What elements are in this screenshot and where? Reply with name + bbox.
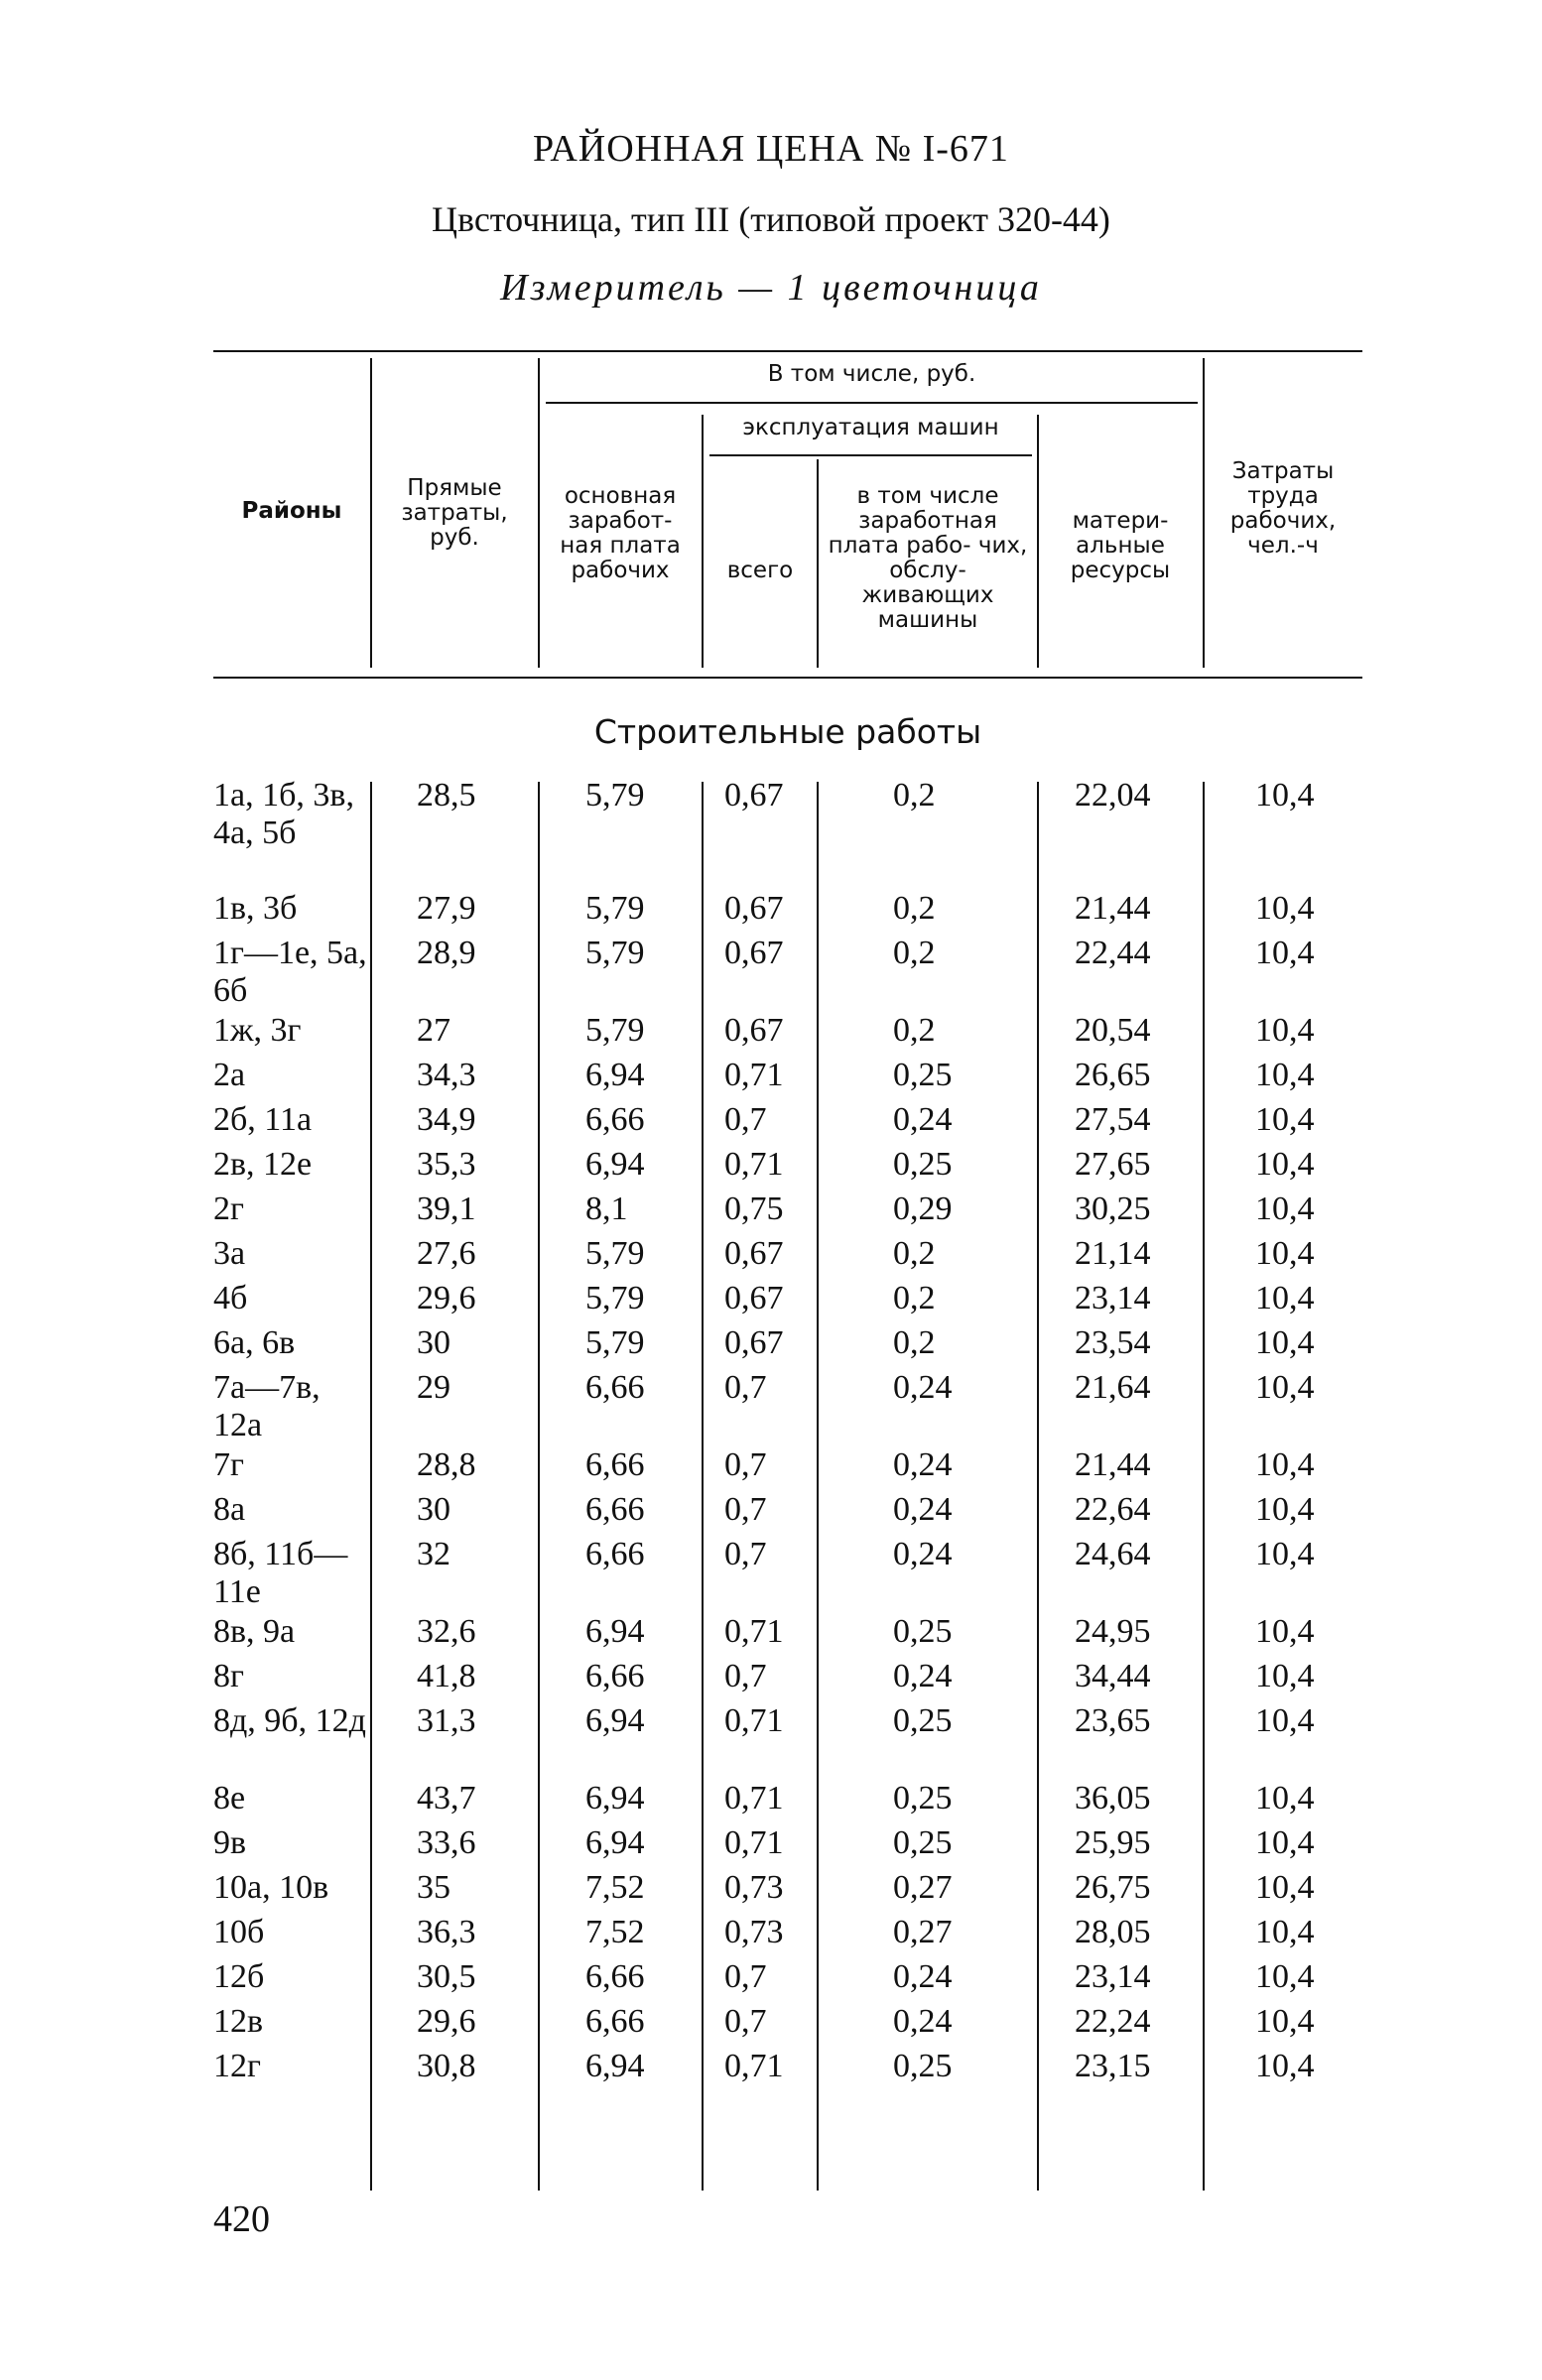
col-header-including: В том числе, руб. xyxy=(767,361,976,387)
row-machines-total: 0,67 xyxy=(724,1324,784,1361)
row-direct-cost: 35 xyxy=(417,1869,450,1906)
row-direct-cost: 36,3 xyxy=(417,1914,476,1950)
row-base-wage: 7,52 xyxy=(585,1869,645,1906)
row-region: 3а xyxy=(213,1235,246,1272)
table-body xyxy=(213,777,1362,2092)
row-region: 8б, 11б— 11е xyxy=(213,1536,348,1610)
row-direct-cost: 30,5 xyxy=(417,1958,476,1995)
row-materials: 26,65 xyxy=(1075,1057,1151,1093)
row-direct-cost: 34,3 xyxy=(417,1057,476,1093)
row-labor: 10,4 xyxy=(1255,1536,1315,1572)
row-region: 2в, 12е xyxy=(213,1146,313,1183)
row-base-wage: 5,79 xyxy=(585,1012,645,1049)
row-machines-wage: 0,2 xyxy=(893,1235,936,1272)
row-labor: 10,4 xyxy=(1255,1280,1315,1316)
row-machines-wage: 0,25 xyxy=(893,1780,953,1816)
row-materials: 25,95 xyxy=(1075,1824,1151,1861)
table-row xyxy=(213,1101,1362,1146)
row-base-wage: 6,66 xyxy=(585,1446,645,1483)
header-group-rule xyxy=(546,402,1198,404)
row-materials: 34,44 xyxy=(1075,1658,1151,1694)
table-row xyxy=(213,777,1362,890)
row-direct-cost: 41,8 xyxy=(417,1658,476,1694)
row-direct-cost: 29,6 xyxy=(417,2003,476,2040)
row-base-wage: 5,79 xyxy=(585,935,645,971)
row-labor: 10,4 xyxy=(1255,777,1315,814)
row-labor: 10,4 xyxy=(1255,2003,1315,2040)
row-direct-cost: 33,6 xyxy=(417,1824,476,1861)
row-base-wage: 6,94 xyxy=(585,1702,645,1739)
row-region: 12б xyxy=(213,1958,265,1995)
row-region: 1а, 1б, 3в, 4а, 5б xyxy=(213,777,354,851)
row-materials: 23,14 xyxy=(1075,1958,1151,1995)
table-row xyxy=(213,1057,1362,1101)
table-row xyxy=(213,1369,1362,1446)
row-machines-total: 0,71 xyxy=(724,1824,784,1861)
row-machines-wage: 0,27 xyxy=(893,1869,953,1906)
table-row xyxy=(213,935,1362,1012)
row-materials: 21,14 xyxy=(1075,1235,1151,1272)
row-machines-wage: 0,27 xyxy=(893,1914,953,1950)
row-region: 12г xyxy=(213,2048,261,2084)
row-base-wage: 5,79 xyxy=(585,890,645,927)
row-machines-wage: 0,25 xyxy=(893,1702,953,1739)
row-materials: 22,04 xyxy=(1075,777,1151,814)
row-machines-total: 0,67 xyxy=(724,1280,784,1316)
table-row xyxy=(213,1958,1362,2003)
row-region: 8в, 9а xyxy=(213,1613,296,1650)
row-direct-cost: 31,3 xyxy=(417,1702,476,1739)
row-region: 2а xyxy=(213,1057,246,1093)
row-direct-cost: 32 xyxy=(417,1536,450,1572)
row-direct-cost: 27,9 xyxy=(417,890,476,927)
row-machines-total: 0,71 xyxy=(724,1146,784,1183)
table-row xyxy=(213,1780,1362,1824)
row-region: 4б xyxy=(213,1280,248,1316)
row-machines-total: 0,71 xyxy=(724,1613,784,1650)
row-direct-cost: 43,7 xyxy=(417,1780,476,1816)
row-labor: 10,4 xyxy=(1255,1101,1315,1138)
row-machines-wage: 0,2 xyxy=(893,890,936,927)
row-machines-total: 0,7 xyxy=(724,2003,767,2040)
col-header-regions: Районы xyxy=(241,498,342,524)
header-divider xyxy=(1203,358,1205,668)
table-row xyxy=(213,1658,1362,1702)
row-labor: 10,4 xyxy=(1255,1491,1315,1528)
row-base-wage: 6,66 xyxy=(585,1101,645,1138)
row-direct-cost: 27,6 xyxy=(417,1235,476,1272)
table-row xyxy=(213,890,1362,935)
row-materials: 30,25 xyxy=(1075,1190,1151,1227)
row-materials: 21,44 xyxy=(1075,890,1151,927)
row-region: 10б xyxy=(213,1914,265,1950)
row-machines-total: 0,67 xyxy=(724,890,784,927)
row-region: 7а—7в, 12а xyxy=(213,1369,321,1443)
header-divider xyxy=(702,415,704,668)
header-divider xyxy=(1037,415,1039,668)
row-machines-wage: 0,24 xyxy=(893,2003,953,2040)
row-machines-wage: 0,29 xyxy=(893,1190,953,1227)
header-divider xyxy=(817,459,819,668)
row-machines-wage: 0,2 xyxy=(893,1012,936,1049)
row-base-wage: 6,94 xyxy=(585,1057,645,1093)
table-top-rule xyxy=(213,350,1362,352)
row-labor: 10,4 xyxy=(1255,1780,1315,1816)
row-region: 1г—1е, 5а, 6б xyxy=(213,935,367,1009)
row-base-wage: 6,66 xyxy=(585,1369,645,1406)
row-base-wage: 6,94 xyxy=(585,1780,645,1816)
row-direct-cost: 28,9 xyxy=(417,935,476,971)
row-labor: 10,4 xyxy=(1255,1824,1315,1861)
row-machines-wage: 0,24 xyxy=(893,1446,953,1483)
row-region: 1в, 3б xyxy=(213,890,298,927)
row-machines-wage: 0,24 xyxy=(893,1958,953,1995)
row-materials: 22,64 xyxy=(1075,1491,1151,1528)
row-labor: 10,4 xyxy=(1255,1369,1315,1406)
row-base-wage: 6,66 xyxy=(585,2003,645,2040)
col-header-wage: основная заработ- ная плата рабочих xyxy=(560,483,681,583)
row-direct-cost: 28,5 xyxy=(417,777,476,814)
row-materials: 27,54 xyxy=(1075,1101,1151,1138)
row-direct-cost: 32,6 xyxy=(417,1613,476,1650)
row-base-wage: 5,79 xyxy=(585,1324,645,1361)
row-machines-total: 0,7 xyxy=(724,1101,767,1138)
row-labor: 10,4 xyxy=(1255,1446,1315,1483)
row-machines-total: 0,67 xyxy=(724,1235,784,1272)
table-row xyxy=(213,2003,1362,2048)
row-machines-wage: 0,24 xyxy=(893,1101,953,1138)
row-region: 6а, 6в xyxy=(213,1324,296,1361)
table-row xyxy=(213,2048,1362,2092)
row-machines-total: 0,7 xyxy=(724,1491,767,1528)
row-base-wage: 6,94 xyxy=(585,1146,645,1183)
row-labor: 10,4 xyxy=(1255,1057,1315,1093)
row-base-wage: 6,66 xyxy=(585,1491,645,1528)
row-labor: 10,4 xyxy=(1255,1958,1315,1995)
row-materials: 23,14 xyxy=(1075,1280,1151,1316)
table-row xyxy=(213,1702,1362,1780)
row-materials: 26,75 xyxy=(1075,1869,1151,1906)
row-region: 1ж, 3г xyxy=(213,1012,302,1049)
row-direct-cost: 39,1 xyxy=(417,1190,476,1227)
row-labor: 10,4 xyxy=(1255,1658,1315,1694)
table-row xyxy=(213,1235,1362,1280)
section-title: Строительные работы xyxy=(593,712,982,751)
row-machines-wage: 0,24 xyxy=(893,1491,953,1528)
row-machines-total: 0,73 xyxy=(724,1869,784,1906)
col-header-direct: Прямые затраты, руб. xyxy=(401,475,508,551)
table-row xyxy=(213,1324,1362,1369)
col-header-machines-wage: в том числе заработная плата рабо- чих, обслу- живающих машины xyxy=(828,483,1028,633)
table-row xyxy=(213,1536,1362,1613)
row-direct-cost: 34,9 xyxy=(417,1101,476,1138)
row-machines-wage: 0,24 xyxy=(893,1369,953,1406)
row-base-wage: 7,52 xyxy=(585,1914,645,1950)
table-row xyxy=(213,1914,1362,1958)
row-region: 10а, 10в xyxy=(213,1869,329,1906)
row-materials: 23,54 xyxy=(1075,1324,1151,1361)
row-labor: 10,4 xyxy=(1255,1613,1315,1650)
row-labor: 10,4 xyxy=(1255,2048,1315,2084)
row-materials: 24,95 xyxy=(1075,1613,1151,1650)
row-materials: 23,15 xyxy=(1075,2048,1151,2084)
row-base-wage: 8,1 xyxy=(585,1190,628,1227)
row-machines-total: 0,71 xyxy=(724,2048,784,2084)
row-base-wage: 6,66 xyxy=(585,1958,645,1995)
row-region: 9в xyxy=(213,1824,247,1861)
header-divider xyxy=(370,358,372,668)
row-region: 2г xyxy=(213,1190,244,1227)
row-direct-cost: 30,8 xyxy=(417,2048,476,2084)
row-machines-total: 0,7 xyxy=(724,1536,767,1572)
row-machines-wage: 0,25 xyxy=(893,1613,953,1650)
col-header-machines-all: всего xyxy=(726,558,794,583)
row-machines-wage: 0,25 xyxy=(893,1057,953,1093)
row-machines-total: 0,67 xyxy=(724,1012,784,1049)
row-direct-cost: 29 xyxy=(417,1369,450,1406)
row-base-wage: 6,66 xyxy=(585,1536,645,1572)
row-machines-total: 0,67 xyxy=(724,935,784,971)
table-row xyxy=(213,1280,1362,1324)
row-machines-total: 0,75 xyxy=(724,1190,784,1227)
row-materials: 22,44 xyxy=(1075,935,1151,971)
row-machines-wage: 0,2 xyxy=(893,777,936,814)
row-region: 8е xyxy=(213,1780,246,1816)
row-machines-wage: 0,25 xyxy=(893,2048,953,2084)
row-region: 8д, 9б, 12д xyxy=(213,1702,366,1739)
row-labor: 10,4 xyxy=(1255,1012,1315,1049)
row-materials: 20,54 xyxy=(1075,1012,1151,1049)
row-direct-cost: 28,8 xyxy=(417,1446,476,1483)
row-direct-cost: 27 xyxy=(417,1012,450,1049)
row-labor: 10,4 xyxy=(1255,890,1315,927)
row-machines-total: 0,7 xyxy=(724,1369,767,1406)
table-row xyxy=(213,1613,1362,1658)
header-divider xyxy=(538,358,540,668)
row-materials: 24,64 xyxy=(1075,1536,1151,1572)
row-materials: 27,65 xyxy=(1075,1146,1151,1183)
row-machines-wage: 0,25 xyxy=(893,1146,953,1183)
row-machines-wage: 0,2 xyxy=(893,1324,936,1361)
row-materials: 36,05 xyxy=(1075,1780,1151,1816)
row-machines-wage: 0,25 xyxy=(893,1824,953,1861)
page-title: РАЙОННАЯ ЦЕНА № I-671 xyxy=(533,128,1009,170)
row-machines-total: 0,7 xyxy=(724,1958,767,1995)
row-labor: 10,4 xyxy=(1255,1324,1315,1361)
row-direct-cost: 29,6 xyxy=(417,1280,476,1316)
row-direct-cost: 30 xyxy=(417,1491,450,1528)
row-direct-cost: 35,3 xyxy=(417,1146,476,1183)
row-machines-total: 0,71 xyxy=(724,1702,784,1739)
col-header-labor: Затраты труда рабочих, чел.-ч xyxy=(1229,458,1337,559)
row-base-wage: 5,79 xyxy=(585,777,645,814)
row-labor: 10,4 xyxy=(1255,935,1315,971)
row-machines-total: 0,67 xyxy=(724,777,784,814)
table-row xyxy=(213,1146,1362,1190)
row-materials: 23,65 xyxy=(1075,1702,1151,1739)
row-region: 7г xyxy=(213,1446,244,1483)
row-region: 8г xyxy=(213,1658,244,1694)
row-materials: 22,24 xyxy=(1075,2003,1151,2040)
row-base-wage: 6,66 xyxy=(585,1658,645,1694)
row-region: 8а xyxy=(213,1491,246,1528)
header-bottom-rule xyxy=(213,677,1362,679)
row-machines-wage: 0,24 xyxy=(893,1658,953,1694)
row-labor: 10,4 xyxy=(1255,1146,1315,1183)
row-machines-wage: 0,2 xyxy=(893,1280,936,1316)
header-subgroup-rule xyxy=(709,454,1032,456)
row-base-wage: 5,79 xyxy=(585,1235,645,1272)
table-row xyxy=(213,1012,1362,1057)
row-materials: 28,05 xyxy=(1075,1914,1151,1950)
row-base-wage: 5,79 xyxy=(585,1280,645,1316)
col-header-machines: эксплуатация машин xyxy=(742,415,999,440)
row-machines-total: 0,73 xyxy=(724,1914,784,1950)
row-base-wage: 6,94 xyxy=(585,1824,645,1861)
table-row xyxy=(213,1190,1362,1235)
row-direct-cost: 30 xyxy=(417,1324,450,1361)
page-number: 420 xyxy=(213,2198,270,2240)
row-region: 12в xyxy=(213,2003,264,2040)
row-machines-total: 0,71 xyxy=(724,1057,784,1093)
row-labor: 10,4 xyxy=(1255,1914,1315,1950)
row-labor: 10,4 xyxy=(1255,1702,1315,1739)
row-base-wage: 6,94 xyxy=(585,1613,645,1650)
row-labor: 10,4 xyxy=(1255,1235,1315,1272)
table-row xyxy=(213,1869,1362,1914)
col-header-materials: матери- альные ресурсы xyxy=(1070,508,1171,583)
table-row xyxy=(213,1824,1362,1869)
row-base-wage: 6,94 xyxy=(585,2048,645,2084)
page-subtitle: Цвсточница, тип III (типовой проект 320-44) xyxy=(432,199,1110,239)
table-row xyxy=(213,1446,1362,1491)
row-materials: 21,44 xyxy=(1075,1446,1151,1483)
row-region: 2б, 11а xyxy=(213,1101,313,1138)
row-machines-total: 0,7 xyxy=(724,1658,767,1694)
row-labor: 10,4 xyxy=(1255,1190,1315,1227)
row-machines-wage: 0,2 xyxy=(893,935,936,971)
row-machines-total: 0,7 xyxy=(724,1446,767,1483)
table-row xyxy=(213,1491,1362,1536)
measure-unit: Измеритель — 1 цветочница xyxy=(500,267,1042,309)
row-materials: 21,64 xyxy=(1075,1369,1151,1406)
row-machines-wage: 0,24 xyxy=(893,1536,953,1572)
row-machines-total: 0,71 xyxy=(724,1780,784,1816)
row-labor: 10,4 xyxy=(1255,1869,1315,1906)
